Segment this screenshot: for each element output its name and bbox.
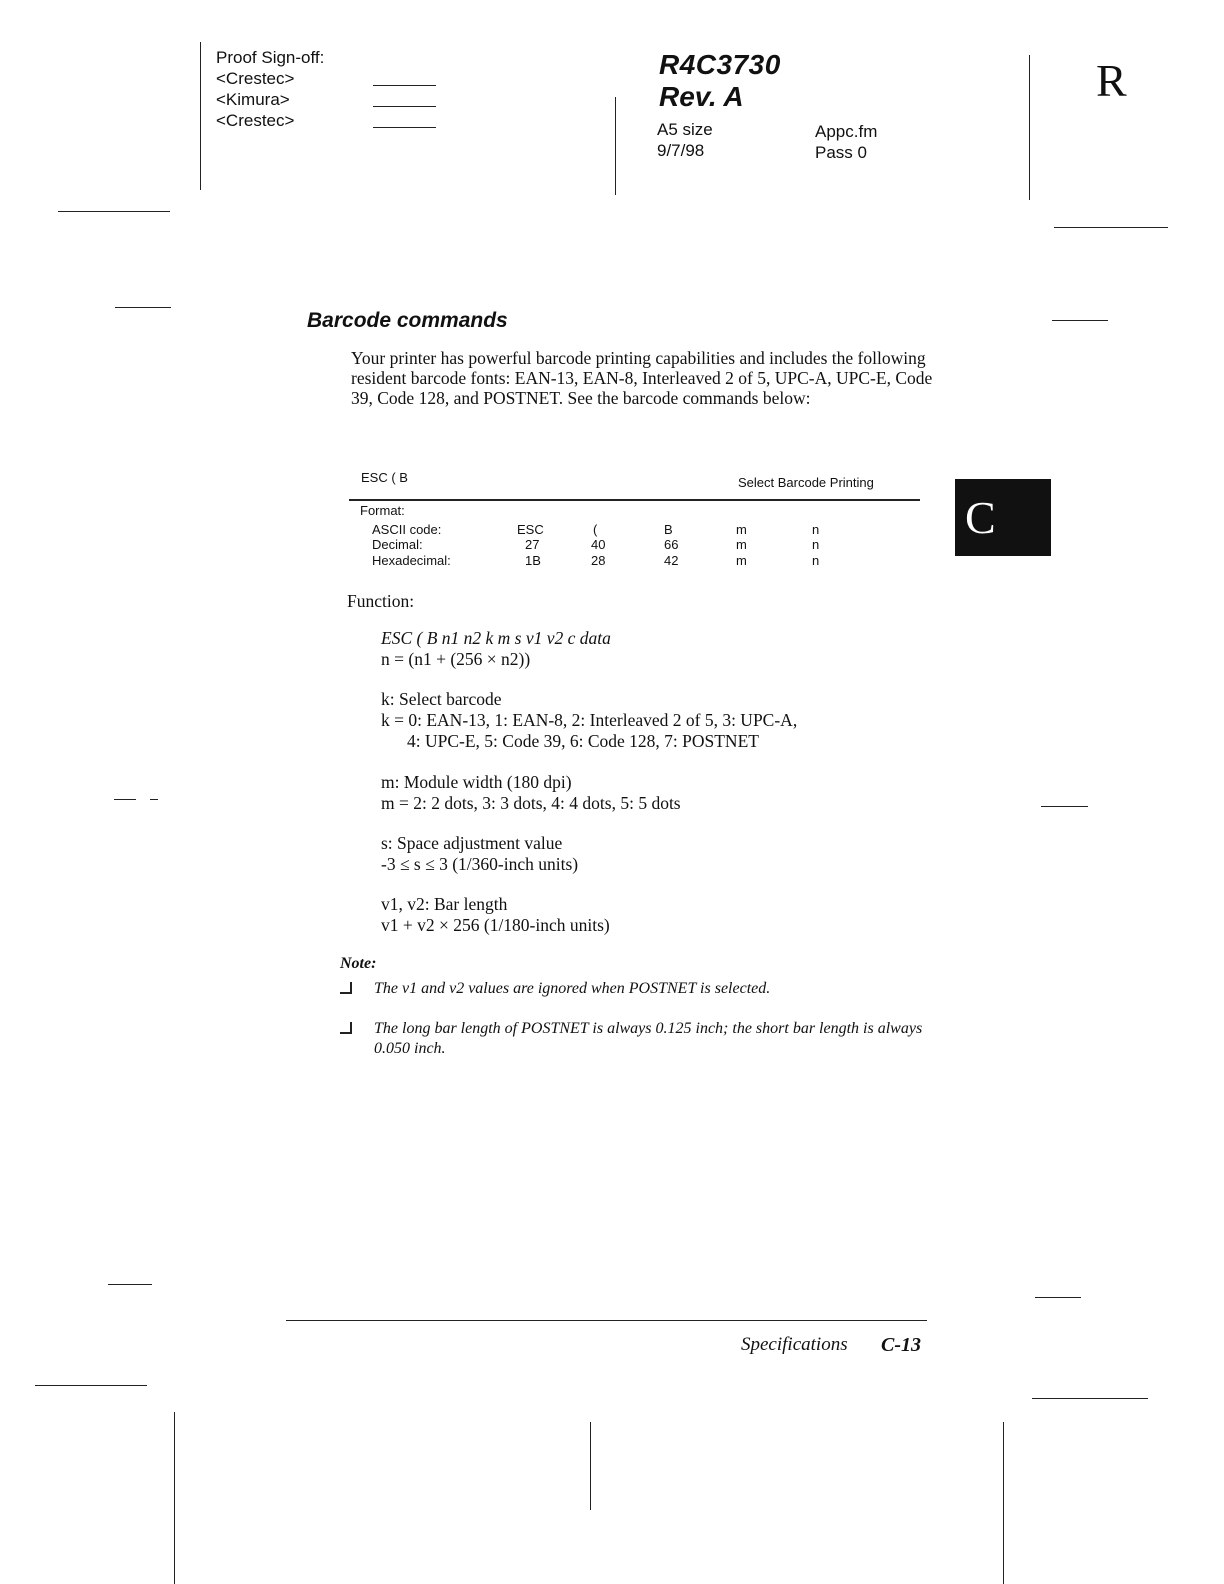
parameter-v-block <box>381 894 610 936</box>
signoff-entry: <Crestec> <box>216 111 295 130</box>
crop-mark <box>115 307 171 308</box>
file-name: Appc.fm <box>815 122 878 141</box>
format-cell: n <box>812 553 820 568</box>
parameter-s-title: s: Space adjustment value <box>381 833 563 853</box>
crop-mark <box>590 1422 591 1510</box>
format-cell: m <box>736 522 747 537</box>
signoff-line <box>373 85 436 86</box>
format-cell: B <box>664 522 673 537</box>
crop-mark <box>1041 806 1088 807</box>
parameter-v-values: v1 + v2 × 256 (1/180-inch units) <box>381 915 610 935</box>
command-description: Select Barcode Printing <box>738 475 874 490</box>
crop-mark <box>58 211 170 212</box>
parameter-v-title: v1, v2: Bar length <box>381 894 508 914</box>
parameter-k-values-continued: 4: UPC-E, 5: Code 39, 6: Code 128, 7: POSTNET <box>407 731 759 751</box>
chapter-tab: C <box>955 479 1051 556</box>
crop-mark <box>1003 1422 1004 1584</box>
crop-mark <box>1035 1297 1081 1298</box>
checkbox-bullet-icon <box>340 982 352 994</box>
crop-mark <box>108 1284 152 1285</box>
format-cell: m <box>736 553 747 568</box>
command-divider <box>349 499 920 501</box>
crop-mark <box>615 97 616 195</box>
format-cell: 42 <box>664 553 679 568</box>
crop-mark <box>1054 227 1168 228</box>
footer-rule <box>286 1320 927 1321</box>
parameter-s-block <box>381 833 578 875</box>
parameter-k-block <box>381 689 797 752</box>
format-row-label: Decimal: <box>372 537 423 552</box>
footer-section-name: Specifications <box>741 1334 848 1355</box>
format-cell: 28 <box>591 553 606 568</box>
format-row-label: ASCII code: <box>372 522 442 537</box>
command-name: ESC ( B <box>361 470 408 485</box>
format-cell: ESC <box>517 522 544 537</box>
format-cell: 66 <box>664 537 679 552</box>
document-date: 9/7/98 <box>657 141 705 160</box>
format-cell: ( <box>593 522 598 537</box>
corner-letter: R <box>1096 55 1127 106</box>
crop-mark <box>174 1412 175 1584</box>
function-n-formula: n = (n1 + (256 × n2)) <box>381 649 531 669</box>
parameter-m-block <box>381 772 681 814</box>
page-size: A5 size <box>657 120 713 139</box>
signoff-line <box>373 106 436 107</box>
parameter-m-title: m: Module width (180 dpi) <box>381 772 572 792</box>
crop-mark <box>150 799 158 800</box>
proof-signoff-label: Proof Sign-off: <box>216 48 325 67</box>
proof-signoff-block <box>216 47 324 131</box>
signoff-entry: <Crestec> <box>216 69 295 88</box>
crop-mark <box>200 42 201 190</box>
crop-mark <box>1029 55 1030 200</box>
parameter-k-values: k = 0: EAN-13, 1: EAN-8, 2: Interleaved 2 of 5, 3: UPC-A, <box>381 710 798 730</box>
format-cell: n <box>812 537 820 552</box>
note-item-text: The v1 and v2 values are ignored when POSTNET is selected. <box>374 980 771 997</box>
signoff-line <box>373 127 436 128</box>
note-label: Note: <box>340 955 377 972</box>
function-label: Function: <box>347 591 415 611</box>
format-row-label: Hexadecimal: <box>372 553 451 568</box>
format-cell: 40 <box>591 537 606 552</box>
document-code: R4C3730 <box>659 49 781 80</box>
format-label: Format: <box>360 503 405 518</box>
pass-number: Pass 0 <box>815 143 867 162</box>
signoff-entry: <Kimura> <box>216 90 290 109</box>
parameter-k-title: k: Select barcode <box>381 689 502 709</box>
intro-paragraph: Your printer has powerful barcode printing capabilities and includes the following resident barcode fonts: EAN-13, EAN-8, Interleaved 2 of 5, UPC-A, UPC-E, Code 39, Code 128, and POSTNET. See the barcode commands below: <box>351 348 933 408</box>
document-revision: Rev. A <box>659 81 744 112</box>
crop-mark <box>1052 320 1108 321</box>
crop-mark <box>1032 1398 1148 1399</box>
format-cell: n <box>812 522 820 537</box>
function-syntax-block <box>381 628 611 670</box>
function-syntax: ESC ( B n1 n2 k m s v1 v2 c data <box>381 628 611 648</box>
crop-mark <box>35 1385 147 1386</box>
footer-page-number: C-13 <box>881 1334 921 1356</box>
format-cell: 1B <box>525 553 541 568</box>
parameter-m-values: m = 2: 2 dots, 3: 3 dots, 4: 4 dots, 5: 5 dots <box>381 793 681 813</box>
checkbox-bullet-icon <box>340 1022 352 1034</box>
format-cell: m <box>736 537 747 552</box>
format-cell: 27 <box>525 537 540 552</box>
parameter-s-values: -3 ≤ s ≤ 3 (1/360-inch units) <box>381 854 579 874</box>
note-item-text: The long bar length of POSTNET is always 0.125 inch; the short bar length is always 0.050 inch. <box>374 1020 923 1057</box>
crop-mark <box>114 799 136 800</box>
section-title: Barcode commands <box>307 309 508 332</box>
